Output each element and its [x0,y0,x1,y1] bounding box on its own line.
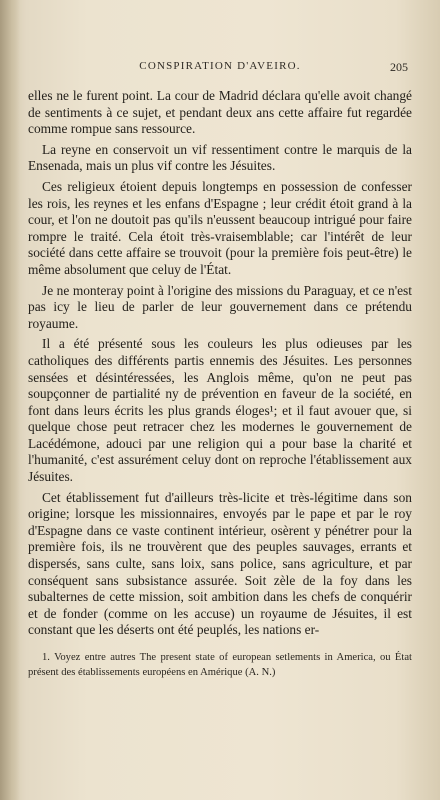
page-number: 205 [390,60,408,74]
footnote: 1. Voyez entre autres The present state of european setlements in America, ou État présent des établissements européens en Amérique (A. N.) [28,652,412,678]
paragraph: Il a été présenté sous les couleurs les plus odieuses par les catholiques des différents partis ennemis des Jésuites. Les personnes sensées et désintéressées, les Anglois même, qu'on ne peut pas soupçonner de partialité ny de prévention en faveur de la société, en font dans leurs écrits les plus grands éloges¹; et il faut avouer que, si quelque chose peut retracer chez les modernes le gouvernement de Lacédémone, adouci par une religion qui a pour base la charité et l'humanité, c'est assurément celuy dont on reproche l'établissement aux Jésuites. [28,336,412,485]
paragraph: La reyne en conservoit un vif ressentiment contre le marquis de la Ensenada, mais un plus vif contre les Jésuites. [28,141,412,174]
page-header [28,60,412,80]
body-text [28,88,412,643]
running-head: CONSPIRATION D'AVEIRO. [139,60,301,72]
paragraph: Ces religieux étoient depuis longtemps en possession de confesser les rois, les reynes et les enfans d'Espagne ; leur crédit étoit grand à la cour, et l'on ne doutoit pas qu'ils n'eussent beaucoup intrigué pour faire rompre le traité. Cela étoit très-vraisemblable; car l'intérêt de leur société dans cette affaire se trouvoit (pour la première fois peut-être) le même absolument que celuy de l'État. [28,178,412,277]
paragraph: elles ne le furent point. La cour de Madrid déclara qu'elle avoit changé de sentiments à ce sujet, et pendant deux ans cette affaire fut regardée comme rompue sans ressource. [28,88,412,137]
paragraph: Cet établissement fut d'ailleurs très-licite et très-légitime dans son origine; lorsque les missionnaires, envoyés par le pape et par le roy d'Espagne dans ce vaste continent intérieur, osèrent y pénétrer pour la première fois, ils ne trouvèrent que des peuples sauvages, errants et dispersés, sans culte, sans loix, sans police, sans agriculture, et par conséquent sans subsistance assurée. Soit zèle de la foy dans les subalternes de cette mission, soit ambition dans les chefs de conquérir et de fonder (comme on les accuse) un royaume de Jésuites, il est constant que les déserts ont été peuplés, les nations er- [28,489,412,638]
page-gutter-shadow [0,0,20,800]
paragraph: Je ne monteray point à l'origine des missions du Paraguay, et ce n'est pas icy le lieu de parler de leur gouvernement dans ce prétendu royaume. [28,282,412,331]
